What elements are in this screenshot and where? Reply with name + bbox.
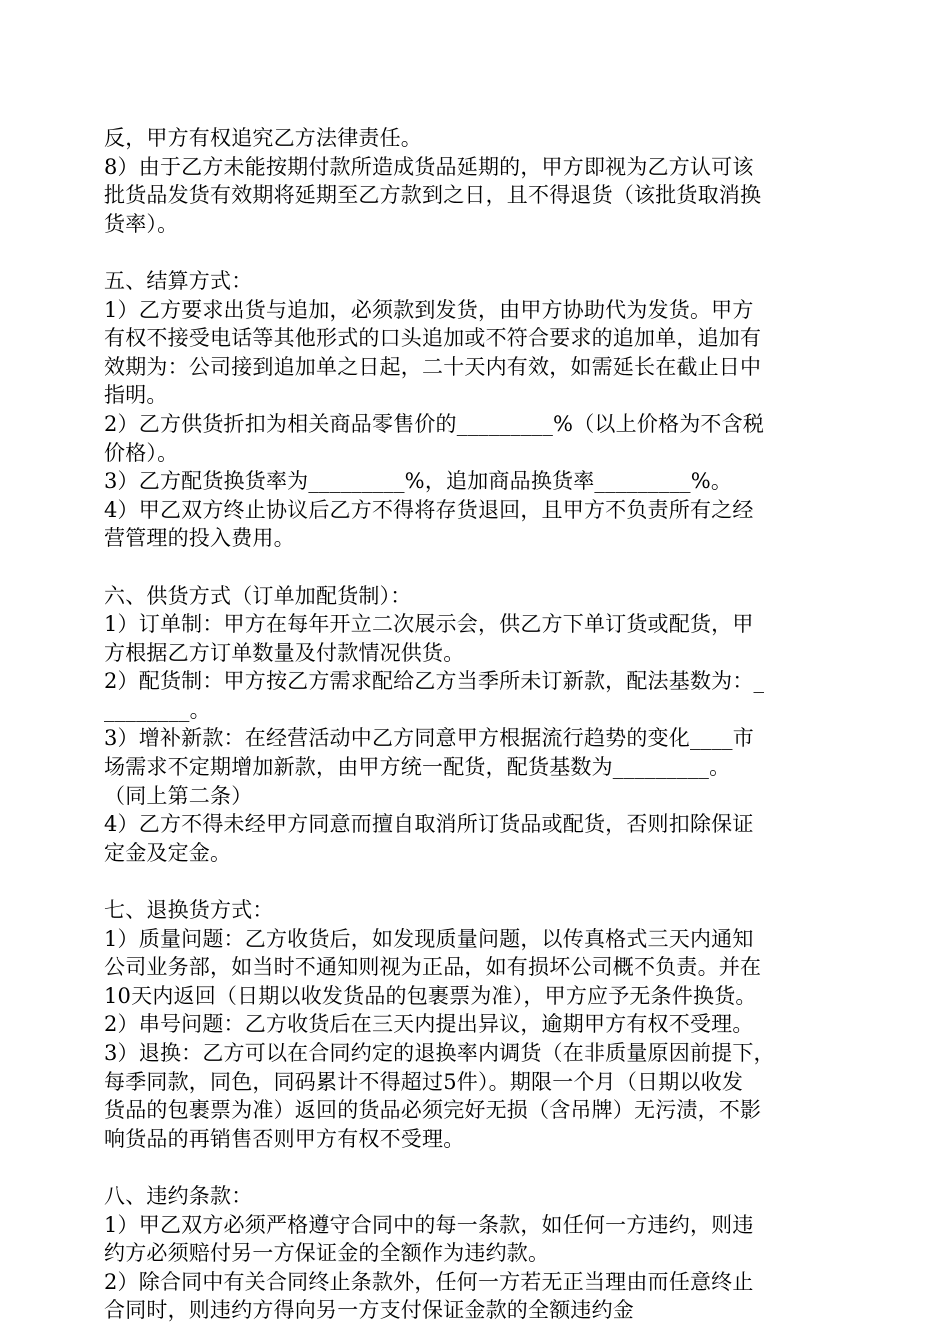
text-line: 货率）。 [104,211,179,236]
text-line: 合同时，则违约方得向另一方支付保证金款的全额违约金 [104,1298,634,1323]
text-line: 4）甲乙双方终止协议后乙方不得将存货退回，且甲方不负责所有之经 [104,497,754,522]
text-line: ________。 [104,697,211,722]
text-line: 约方必须赔付另一方保证金的全额作为违约款。 [104,1241,550,1266]
text-line: 八、违约条款： [104,1183,253,1208]
text-line: 指明。 [104,383,168,408]
paragraph-gap [104,1153,864,1182]
text-line: 3）增补新款：在经营活动中乙方同意甲方根据流行趋势的变化____市 [104,726,754,751]
text-line: 效期为：公司接到追加单之日起，二十天内有效，如需延长在截止日中 [104,354,762,379]
text-line: 批货品发货有效期将延期至乙方款到之日，且不得退货（该批货取消换 [104,183,762,208]
text-line: 每季同款，同色，同码累计不得超过5件）。期限一个月（日期以收发 [104,1069,744,1094]
text-line: 六、供货方式（订单加配货制）： [104,583,412,608]
text-line: 3）乙方配货换货率为_________%，追加商品换货率_________%。 [104,469,733,494]
text-line: 2）除合同中有关合同终止条款外，任何一方若无正当理由而任意终止 [104,1269,754,1294]
text-line: 响货品的再销售否则甲方有权不受理。 [104,1126,465,1151]
paragraph-gap [104,238,864,267]
text-line: 有权不接受电话等其他形式的口头追加或不符合要求的追加单，追加有 [104,326,762,351]
text-line: 3）退换：乙方可以在合同约定的退换率内调货（在非质量原因前提下， [104,1041,775,1065]
text-line: 定金及定金。 [104,840,232,865]
text-line: 营管理的投入费用。 [104,526,295,551]
document-page [104,124,864,1325]
text-line: 1）质量问题：乙方收货后，如发现质量问题，以传真格式三天内通知 [104,926,754,951]
paragraph-gap [104,553,864,582]
text-line: 公司业务部，如当时不通知则视为正品，如有损坏公司概不负责。并在 [104,955,762,980]
paragraph-gap [104,867,864,896]
text-line: 2）配货制：甲方按乙方需求配给乙方当季所未订新款，配法基数为：_ [104,669,765,694]
text-line: 价格）。 [104,440,179,465]
text-line: 10天内返回（日期以收发货品的包裹票为准），甲方应予无条件换货。 [104,983,757,1008]
text-line: 场需求不定期增加新款，由甲方统一配货，配货基数为_________。 [104,755,731,780]
text-line: 五、结算方式： [104,268,253,293]
text-line: （同上第二条） [104,783,253,808]
text-line: 方根据乙方订单数量及付款情况供货。 [104,640,465,665]
text-line: 8）由于乙方未能按期付款所造成货品延期的，甲方即视为乙方认可该 [104,154,754,179]
text-line: 4）乙方不得未经甲方同意而擅自取消所订货品或配货，否则扣除保证 [104,812,754,837]
text-line: 2）串号问题：乙方收货后在三天内提出异议，逾期甲方有权不受理。 [104,1012,754,1037]
text-line: 2）乙方供货折扣为相关商品零售价的_________%（以上价格为不含税 [104,411,765,436]
text-line: 货品的包裹票为准）返回的货品必须完好无损（含吊牌）无污渍，不影 [104,1098,762,1123]
text-line: 1）订单制：甲方在每年开立二次展示会，供乙方下单订货或配货，甲 [104,612,754,637]
text-line: 反，甲方有权追究乙方法律责任。 [104,126,422,150]
text-line: 1）乙方要求出货与追加，必须款到发货，由甲方协助代为发货。甲方 [104,297,754,322]
text-line: 七、退换货方式： [104,898,274,923]
text-line: 1）甲乙双方必须严格遵守合同中的每一条款，如任何一方违约，则违 [104,1212,754,1237]
